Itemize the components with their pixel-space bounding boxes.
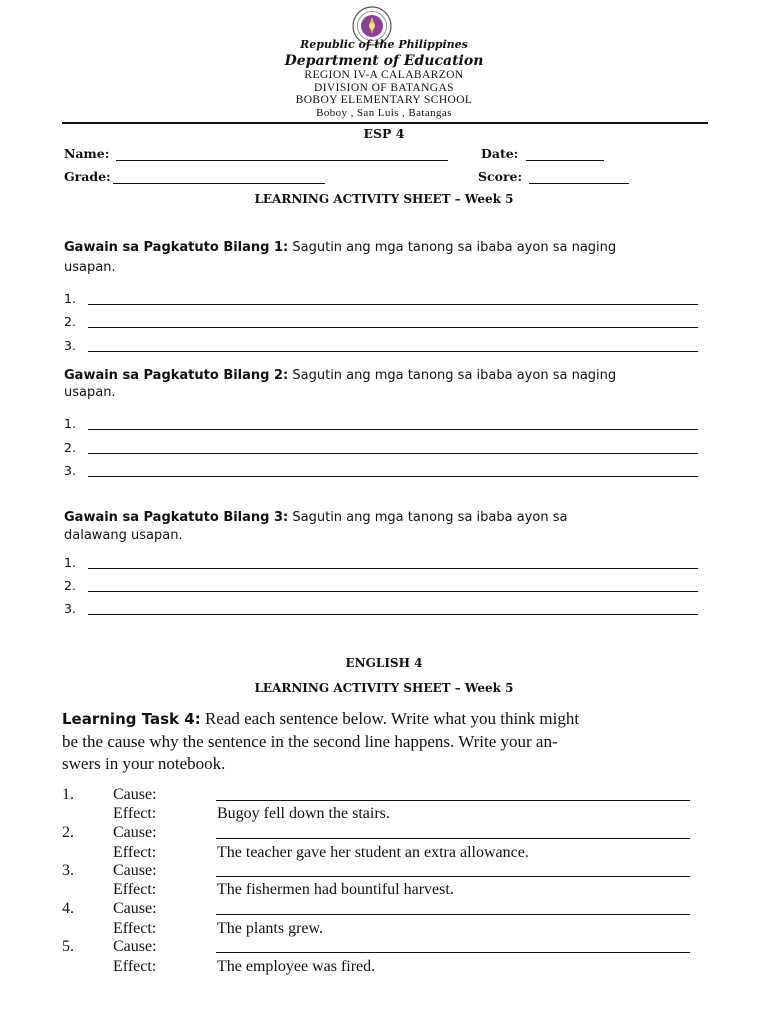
item-2-cause-answer[interactable] <box>216 838 690 839</box>
esp-task-1-title: Gawain sa Pagkatuto Bilang 1: <box>64 240 289 255</box>
esp-task-3-heading <box>64 508 704 528</box>
esp-task-3-text-cont: dalawang usapan. <box>64 528 183 543</box>
division-line: DIVISION OF BATANGAS <box>314 82 454 94</box>
learning-task-4-heading <box>62 708 712 730</box>
esp-task-3-number-3: 3. <box>64 601 76 616</box>
esp-task-3-text: Sagutin ang mga tanong sa ibaba ayon sa <box>292 510 568 525</box>
esp-sheet-title: LEARNING ACTIVITY SHEET – Week 5 <box>254 192 514 206</box>
item-4-cause-answer[interactable] <box>216 914 690 915</box>
score-label: Score: <box>478 169 523 184</box>
esp-task-1-answer-1[interactable] <box>88 304 698 305</box>
item-3-effect-text: The fishermen had bountiful harvest. <box>217 881 454 898</box>
item-5-effect-label: Effect: <box>113 958 157 975</box>
item-4-effect-text: The plants grew. <box>217 920 324 937</box>
english-subject-title: ENGLISH 4 <box>345 656 423 670</box>
learning-task-4-instructions-2: be the cause why the sentence in the second line happens. Write your an- <box>62 732 558 751</box>
esp-task-3-answer-2[interactable] <box>88 591 698 592</box>
republic-line: Republic of the Philippines <box>300 38 468 51</box>
esp-task-3-number-2: 2. <box>64 578 76 593</box>
esp-task-1-heading <box>64 238 704 258</box>
date-field[interactable] <box>526 160 604 161</box>
item-3-number: 3. <box>62 862 74 879</box>
esp-task-2-number-2: 2. <box>64 440 76 455</box>
item-5-cause-answer[interactable] <box>216 952 690 953</box>
address-line: Boboy , San Luis , Batangas <box>316 107 452 119</box>
esp-task-3-answer-1[interactable] <box>88 568 698 569</box>
item-2-effect-text: The teacher gave her student an extra allowance. <box>217 844 529 861</box>
item-3-effect-label: Effect: <box>113 881 157 898</box>
item-5-cause-label: Cause: <box>113 938 157 955</box>
esp-task-2-answer-1[interactable] <box>88 429 698 430</box>
item-2-effect-label: Effect: <box>113 844 157 861</box>
english-sheet-title: LEARNING ACTIVITY SHEET – Week 5 <box>254 681 514 695</box>
esp-task-1-answer-3[interactable] <box>88 351 698 352</box>
esp-task-2-heading <box>64 366 704 386</box>
item-1-cause-answer[interactable] <box>216 800 690 801</box>
region-line: REGION IV-A CALABARZON <box>304 69 464 81</box>
item-4-cause-label: Cause: <box>113 900 157 917</box>
department-line: Department of Education <box>284 53 484 69</box>
esp-task-2-answer-2[interactable] <box>88 453 698 454</box>
grade-label: Grade: <box>64 169 111 184</box>
date-label: Date: <box>481 146 519 161</box>
item-3-cause-answer[interactable] <box>216 876 690 877</box>
item-4-effect-label: Effect: <box>113 920 157 937</box>
item-3-cause-label: Cause: <box>113 862 157 879</box>
score-field[interactable] <box>529 183 629 184</box>
school-line: BOBOY ELEMENTARY SCHOOL <box>295 94 473 106</box>
item-5-number: 5. <box>62 938 74 955</box>
esp-task-3-answer-3[interactable] <box>88 614 698 615</box>
esp-task-2-answer-3[interactable] <box>88 476 698 477</box>
item-2-number: 2. <box>62 824 74 841</box>
item-2-cause-label: Cause: <box>113 824 157 841</box>
esp-task-1-answer-2[interactable] <box>88 327 698 328</box>
esp-task-3-title: Gawain sa Pagkatuto Bilang 3: <box>64 510 289 525</box>
item-1-number: 1. <box>62 786 74 803</box>
esp-task-1-number-3: 3. <box>64 338 76 353</box>
esp-task-2-title: Gawain sa Pagkatuto Bilang 2: <box>64 368 289 383</box>
header-divider <box>62 122 708 124</box>
item-4-number: 4. <box>62 900 74 917</box>
item-1-cause-label: Cause: <box>113 786 157 803</box>
name-label: Name: <box>64 146 110 161</box>
name-field[interactable] <box>116 160 448 161</box>
item-1-effect-label: Effect: <box>113 805 157 822</box>
esp-task-3-number-1: 1. <box>64 555 76 570</box>
grade-field[interactable] <box>113 183 325 184</box>
esp-task-1-text: Sagutin ang mga tanong sa ibaba ayon sa naging <box>292 240 617 255</box>
esp-task-2-number-1: 1. <box>64 416 76 431</box>
esp-task-2-text-cont: usapan. <box>64 385 116 400</box>
esp-subject-title: ESP 4 <box>363 126 405 141</box>
esp-task-1-number-2: 2. <box>64 314 76 329</box>
esp-task-1-number-1: 1. <box>64 291 76 306</box>
esp-task-2-text: Sagutin ang mga tanong sa ibaba ayon sa naging <box>292 368 617 383</box>
item-1-effect-text: Bugoy fell down the stairs. <box>217 805 390 822</box>
esp-task-2-number-3: 3. <box>64 463 76 478</box>
learning-task-4-instructions-1: Read each sentence below. Write what you think might <box>204 709 580 728</box>
learning-task-4-title: Learning Task 4: <box>62 710 201 728</box>
item-5-effect-text: The employee was fired. <box>217 958 376 975</box>
esp-task-1-text-cont: usapan. <box>64 260 116 275</box>
learning-task-4-instructions-3: swers in your notebook. <box>62 754 226 773</box>
